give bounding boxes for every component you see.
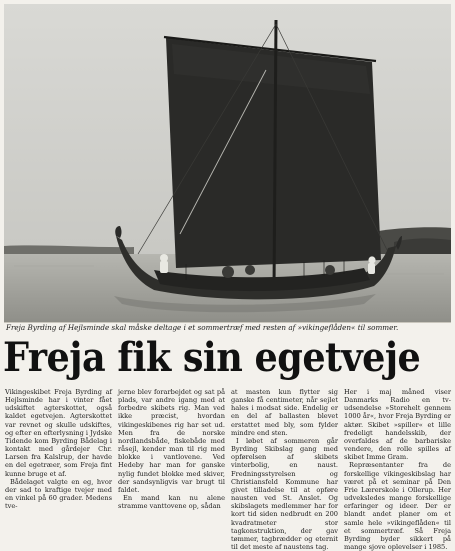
article-column-1 bbox=[5, 388, 112, 544]
article-column-2 bbox=[118, 388, 225, 544]
paragraph: at masten kun flytter sig ganske få centimeter, når sejlet hales i modsat side. Endelig er en del af ballasten blevet erstattet med bly, som fylder mindre end sten. bbox=[231, 388, 338, 437]
article-column-3 bbox=[231, 388, 338, 551]
paragraph: Vikingeskibet Freja Byrding af Hejlsminde har i vinter fået udskiftet agterskottet, også kaldet egetvejen. Agterskottet var revnet og skulle udskiftes, og efter en efterlysning i Jydske Tidende kom Byrding Bådelag i kontakt med gårdejer Chr. Larsen fra Kalslrup, der havde en del egetræer, som Freja fint kunne bruge et af. bbox=[5, 388, 112, 478]
paragraph: Her i maj måned viser Danmarks Radio en tv-udsendelse »Storehelt gennem 1000 år«, hvor Freja Byrding er aktør. Skibet »spiller« et lille fredeligt handelsskib, der overfaldes af de barbariske vendere, den rolle spilles af skibet Imme Gram. bbox=[344, 388, 451, 462]
paragraph: Repræsentanter fra de forskellige vikingeskibslag har været på et seminar på Den Frie Lærerskole i Ollerup. Her udveksledes mange forskellige erfaringer og ideer. Der er blandt andet planer om et samle hele »vikingeflåden« til et sommertræf. Så Freja Byrding byder sikkert på mange sjove oplevelser i 1985. bbox=[344, 461, 451, 551]
photo-caption: Freja Byrding af Hejlsminde skal måske deltage i et sommertræf med resten af »vikingeflåden« til sommer. bbox=[6, 323, 399, 332]
paragraph: jerne blev forarbejdet og sat på plads, var andre igang med at forbedre skibets rig. Man ved ikke præcist, hvordan vikingeskibenes rig har set ud. Men fra de norske nordlandsbåde, fiskebåde med råsejl, kender man til rig med blokke i vantlovene. Ved Hedeby har man for ganske nylig fundet blokke med skiver, der sandsynligvis var brugt til faldet. bbox=[118, 388, 225, 494]
page-title: Freja fik sin egetveje bbox=[3, 334, 421, 381]
viking-ship-photo bbox=[4, 4, 451, 323]
article-body bbox=[5, 388, 451, 551]
paragraph: I løbet af sommeren går Byrding Skibslag gang med opførelsen af skibets vinterbolig, en naust. Fredningsstyrelsen og Christiansfeld Kommune har givet tilladelse til at opføre nausten ved St. Anslet. Og skibslagets medlemmer har for kort tid siden nedbrudt en 200 kvadratmeter stor tagkonstruktion, der gav tømmer, tagbrædder og eternit til det meste af naustens tag. bbox=[231, 436, 338, 551]
paragraph: Bådelaget valgte en eg, hvor der sad to kraftige tvejer med en vinkel på 60 grader. Medens tve- bbox=[5, 477, 112, 511]
viking-ship-icon bbox=[4, 4, 451, 322]
paragraph: En mand kan nu alene stramme vanttovene op, sådan bbox=[118, 494, 225, 511]
article-column-4 bbox=[344, 388, 451, 551]
